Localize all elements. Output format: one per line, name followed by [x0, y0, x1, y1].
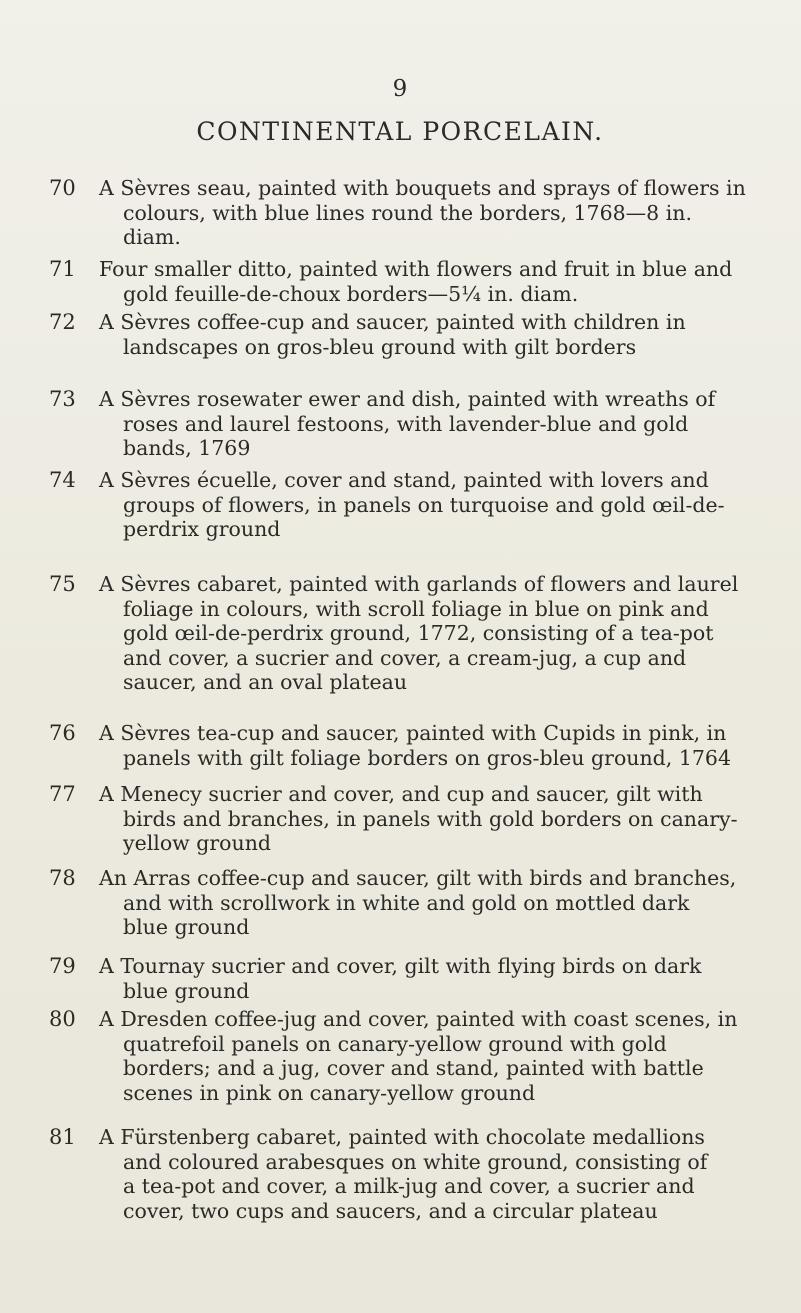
lot-description-line: A Fürstenberg cabaret, painted with chocolate medallions	[99, 1125, 705, 1149]
lot-description	[99, 954, 781, 1003]
lot-number: 72	[49, 310, 76, 334]
lot-description	[99, 782, 781, 856]
lot-description	[99, 866, 781, 940]
lot-description-line: A Sèvres seau, painted with bouquets and sprays of flowers in	[99, 176, 746, 200]
lot-number: 76	[49, 721, 76, 745]
lot-description-line: diam.	[123, 225, 181, 249]
lot-description-line: and cover, a sucrier and cover, a cream-jug, a cup and	[123, 645, 687, 670]
lot-description	[99, 176, 781, 250]
lot-entry	[0, 176, 801, 250]
lot-description-line: colours, with blue lines round the borders, 1768—8 in.	[123, 200, 693, 225]
lot-number: 80	[49, 1007, 76, 1031]
lot-number: 77	[49, 782, 76, 806]
lot-description-line: An Arras coffee-cup and saucer, gilt with birds and branches,	[99, 866, 737, 890]
lot-description-line: A Tournay sucrier and cover, gilt with flying birds on dark	[99, 954, 702, 978]
lot-description-line: saucer, and an oval plateau	[123, 670, 408, 694]
lot-description	[99, 1007, 781, 1105]
lot-entry	[0, 310, 801, 370]
lot-description-line: gold feuille-de-choux borders—5¼ in. diam.	[123, 281, 579, 306]
lot-description-line: borders; and a jug, cover and stand, painted with battle	[123, 1056, 704, 1080]
lot-description-line: A Sèvres rosewater ewer and dish, painted with wreaths of	[99, 387, 716, 411]
lot-description-line: blue ground	[123, 915, 250, 939]
section-title: CONTINENTAL PORCELAIN.	[196, 117, 604, 146]
lot-description-line: panels with gilt foliage borders on gros-bleu ground, 1764	[123, 745, 732, 770]
lot-number: 74	[49, 468, 76, 492]
lot-description-line: A Dresden coffee-jug and cover, painted with coast scenes, in	[99, 1007, 738, 1031]
lot-description-line: gold œil-de-perdrix ground, 1772, consisting of a tea-pot	[123, 621, 714, 645]
lot-description-line: groups of flowers, in panels on turquoise and gold œil-de-	[123, 492, 725, 517]
lot-description-line: roses and laurel festoons, with lavender-blue and gold	[123, 411, 689, 436]
lot-description-line: and with scrollwork in white and gold on mottled dark	[123, 890, 690, 915]
lot-description-line: cover, two cups and saucers, and a circular plateau	[123, 1198, 658, 1223]
lot-description	[99, 721, 781, 770]
lot-description-line: A Menecy sucrier and cover, and cup and saucer, gilt with	[99, 782, 703, 806]
lot-entry	[0, 721, 801, 781]
lot-number: 71	[49, 257, 76, 281]
lot-number: 75	[49, 572, 76, 596]
lot-entry	[0, 1007, 801, 1105]
lot-entry	[0, 387, 801, 461]
lot-description-line: A Sèvres coffee-cup and saucer, painted with children in	[99, 310, 686, 334]
lot-description-line: and coloured arabesques on white ground, consisting of	[123, 1149, 708, 1174]
lot-description	[99, 468, 781, 542]
lot-number: 78	[49, 866, 76, 890]
lot-description	[99, 1125, 781, 1223]
lot-description	[99, 572, 781, 695]
lot-entry	[0, 782, 801, 856]
lot-description	[99, 257, 781, 306]
lot-description-line: yellow ground	[123, 831, 272, 855]
lot-description-line: perdrix ground	[123, 517, 281, 541]
lot-description-line: A Sèvres écuelle, cover and stand, painted with lovers and	[99, 468, 709, 492]
lot-description-line: landscapes on gros-bleu ground with gilt borders	[123, 334, 637, 359]
lot-entry	[0, 257, 801, 317]
lot-entry	[0, 572, 801, 695]
lot-description-line: birds and branches, in panels with gold borders on canary-	[123, 806, 738, 831]
lot-description-line: scenes in pink on canary-yellow ground	[123, 1080, 536, 1105]
lot-description-line: Four smaller ditto, painted with flowers and fruit in blue and	[99, 257, 733, 281]
lot-entry	[0, 866, 801, 940]
lot-entry	[0, 468, 801, 542]
lot-description-line: bands, 1769	[123, 436, 251, 460]
lot-number: 73	[49, 387, 76, 411]
lot-number: 81	[49, 1125, 76, 1149]
lot-entry	[0, 954, 801, 1014]
lot-number: 79	[49, 954, 76, 978]
lot-number: 70	[49, 176, 76, 200]
lot-description-line: A Sèvres cabaret, painted with garlands of flowers and laurel	[99, 572, 739, 596]
lot-description-line: quatrefoil panels on canary-yellow ground with gold	[123, 1031, 667, 1056]
lot-entry	[0, 1125, 801, 1223]
lot-description	[99, 310, 781, 359]
lot-description-line: blue ground	[123, 978, 250, 1003]
lot-description	[99, 387, 781, 461]
lot-description-line: a tea-pot and cover, a milk-jug and cover, a sucrier and	[123, 1174, 695, 1198]
lot-description-line: foliage in colours, with scroll foliage in blue on pink and	[123, 596, 709, 621]
lot-description-line: A Sèvres tea-cup and saucer, painted with Cupids in pink, in	[99, 721, 727, 745]
page-number: 9	[392, 76, 408, 102]
